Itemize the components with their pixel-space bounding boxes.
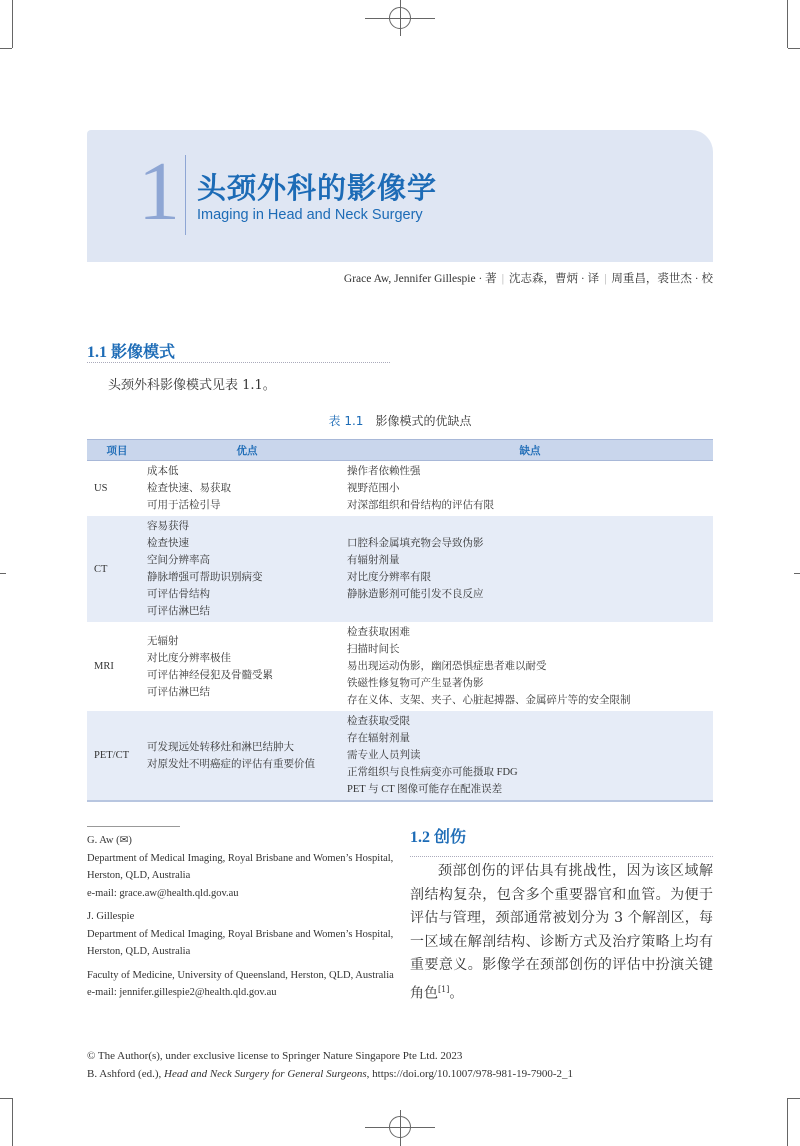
con-item: 铁磁性修复物可产生显著伪影 bbox=[347, 678, 484, 689]
chapter-subtitle: Imaging in Head and Neck Surgery bbox=[197, 207, 423, 223]
con-item: 存在辐射剂量 bbox=[347, 733, 410, 744]
gillespie-name: J. Gillespie bbox=[87, 911, 135, 922]
cell-item bbox=[87, 711, 147, 801]
item-label: US bbox=[94, 483, 108, 494]
cell-item bbox=[87, 461, 147, 517]
doi-link[interactable]: , https://doi.org/10.1007/978-981-19-7900-2_1 bbox=[366, 1068, 574, 1080]
header-divider bbox=[185, 155, 186, 235]
pro-item: 可评估淋巴结 bbox=[147, 606, 210, 617]
cell-item bbox=[87, 516, 147, 622]
pro-item: 可评估神经侵犯及骨髓受累 bbox=[147, 669, 273, 681]
aw-email: e-mail: grace.aw@health.qld.gov.au bbox=[87, 887, 239, 899]
cell-pros bbox=[147, 622, 347, 711]
table-row bbox=[87, 622, 713, 711]
pro-item: 对原发灶不明癌症的评估有重要价值 bbox=[147, 758, 315, 770]
pro-item: 可评估骨结构 bbox=[147, 589, 210, 600]
translators: 沈志森，曹炳 · 译 bbox=[509, 273, 600, 285]
item-label: CT bbox=[94, 563, 108, 575]
heading-divider bbox=[87, 362, 390, 363]
editor: B. Ashford (ed.), bbox=[87, 1068, 164, 1080]
chapter-title: 头颈外科的影像学 bbox=[197, 171, 438, 205]
aw-location: Herston, QLD, Australia bbox=[87, 870, 191, 881]
pro-item: 对比度分辨率极佳 bbox=[147, 652, 231, 664]
gillespie-dept: Department of Medical Imaging, Royal Brisbane and Women’s Hospital, bbox=[87, 928, 394, 940]
gillespie-email: e-mail: jennifer.gillespie2@health.qld.gov.au bbox=[87, 987, 277, 998]
con-item: 正常组织与良性病变亦可能摄取 FDG bbox=[347, 767, 518, 778]
section-heading-1-1: 1.1 影像模式 bbox=[87, 344, 176, 361]
col-header-item: 项目 bbox=[87, 440, 147, 461]
con-item: 操作者依赖性强 bbox=[347, 466, 421, 477]
aw-name: G. Aw (✉) bbox=[87, 835, 132, 846]
cell-cons bbox=[347, 711, 713, 801]
section-1-1-paragraph: 头颈外科影像模式见表 1.1。 bbox=[108, 378, 276, 393]
table-row bbox=[87, 461, 713, 517]
chapter-number: 1 bbox=[138, 145, 180, 238]
table-caption-text: 影像模式的优缺点 bbox=[375, 414, 472, 428]
pro-item: 可发现远处转移灶和淋巴结肿大 bbox=[147, 741, 294, 753]
cell-pros bbox=[147, 461, 347, 517]
col-header-pros: 优点 bbox=[147, 440, 347, 461]
reviewers: 周重昌，裘世杰 · 校 bbox=[611, 273, 713, 285]
con-item: 存在义体、支架、夹子、心脏起搏器、金属碎片等的安全限制 bbox=[347, 695, 631, 706]
con-item: 对深部组织和骨结构的评估有限 bbox=[347, 500, 494, 511]
cell-pros bbox=[147, 516, 347, 622]
pro-item: 空间分辨率高 bbox=[147, 555, 210, 566]
paragraph-text: 颈部创伤的评估具有挑战性，因为该区域解剖结构复杂，包含多个重要器官和血管。为便于评估与管理，颈部通常被划分为 3 个解剖区，每一区域在解剖结构、诊断方式及治疗策略上均有重要意义。影像学在颈部创伤的评估中扮演关键角色 bbox=[410, 863, 713, 1002]
cell-cons bbox=[347, 622, 713, 711]
book-title: Head and Neck Surgery for General Surgeons bbox=[164, 1068, 367, 1080]
imaging-modalities-table bbox=[87, 439, 713, 802]
author-footnotes bbox=[87, 832, 402, 1002]
section-heading-1-2: 1.2 创伤 bbox=[410, 829, 467, 846]
section-1-2-paragraph bbox=[410, 860, 713, 1006]
credits-line: Grace Aw, Jennifer Gillespie · 著 | 沈志森，曹炳 · 译 | 周重昌，裘世杰 · 校 bbox=[343, 273, 713, 285]
item-label: PET/CT bbox=[94, 750, 130, 761]
con-item: 静脉造影剂可能引发不良反应 bbox=[347, 589, 484, 600]
col-header-cons: 缺点 bbox=[347, 440, 713, 461]
con-item: 扫描时间长 bbox=[347, 644, 400, 655]
copyright-notice bbox=[87, 1047, 573, 1083]
citation-line bbox=[87, 1065, 573, 1083]
copyright-line: © The Author(s), under exclusive license to Springer Nature Singapore Pte Ltd. 2023 bbox=[87, 1050, 463, 1062]
aw-dept: Department of Medical Imaging, Royal Brisbane and Women’s Hospital, bbox=[87, 852, 394, 864]
pro-item: 检查快速 bbox=[147, 538, 189, 549]
con-item: 检查获取困难 bbox=[347, 627, 410, 638]
paragraph-end: 。 bbox=[449, 985, 464, 1002]
pro-item: 可用于活检引导 bbox=[147, 500, 221, 511]
con-item: 需专业人员判读 bbox=[347, 750, 421, 761]
authors: Grace Aw, Jennifer Gillespie · 著 bbox=[343, 273, 497, 285]
con-item: 检查获取受限 bbox=[347, 716, 410, 727]
gillespie-location: Herston, QLD, Australia bbox=[87, 946, 191, 957]
con-item: PET 与 CT 图像可能存在配准误差 bbox=[347, 784, 503, 795]
con-item: 有辐射剂量 bbox=[347, 555, 400, 566]
table-row bbox=[87, 711, 713, 801]
pro-item: 静脉增强可帮助识别病变 bbox=[147, 572, 263, 583]
cell-item bbox=[87, 622, 147, 711]
item-label: MRI bbox=[94, 661, 114, 672]
heading-divider bbox=[410, 856, 713, 857]
pro-item: 成本低 bbox=[147, 466, 179, 477]
pro-item: 容易获得 bbox=[147, 521, 189, 532]
cell-pros bbox=[147, 711, 347, 801]
con-item: 易出现运动伪影，幽闭恐惧症患者难以耐受 bbox=[347, 661, 547, 672]
table-caption-label: 表 1.1 bbox=[328, 414, 364, 428]
citation-ref[interactable]: [1] bbox=[438, 984, 450, 994]
con-item: 口腔科金属填充物会导致伪影 bbox=[347, 538, 484, 549]
table-row bbox=[87, 516, 713, 622]
cell-cons bbox=[347, 516, 713, 622]
table-caption bbox=[0, 412, 800, 429]
pro-item: 可评估淋巴结 bbox=[147, 686, 210, 698]
con-item: 视野范围小 bbox=[347, 483, 400, 494]
footnote-rule bbox=[87, 826, 180, 827]
cell-cons bbox=[347, 461, 713, 517]
pro-item: 检查快速、易获取 bbox=[147, 483, 231, 494]
gillespie-faculty: Faculty of Medicine, University of Queensland, Herston, QLD, Australia bbox=[87, 969, 394, 981]
pro-item: 无辐射 bbox=[147, 635, 179, 647]
con-item: 对比度分辨率有限 bbox=[347, 572, 431, 583]
